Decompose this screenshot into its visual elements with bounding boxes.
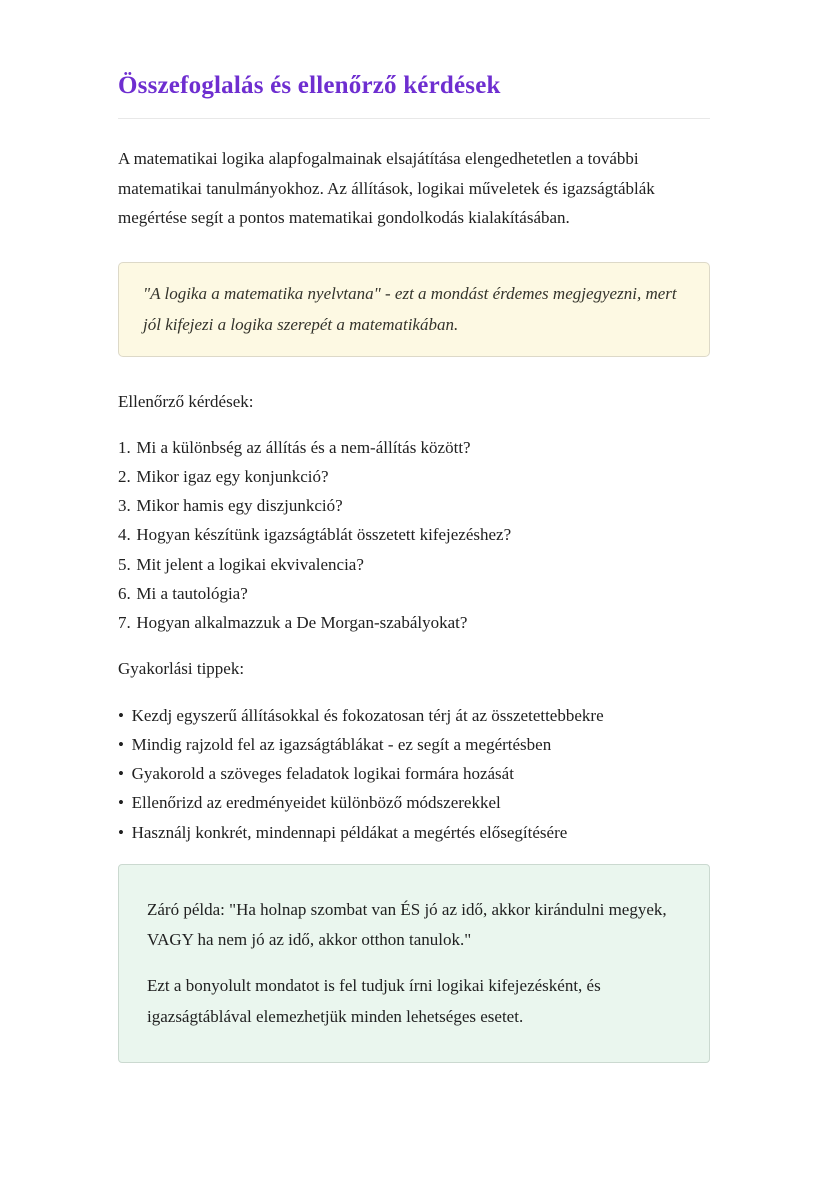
tip-text: Gyakorold a szöveges feladatok logikai formára hozását [131, 764, 514, 784]
tip-item [118, 788, 710, 817]
tip-text: Ellenőrizd az eredményeidet különböző módszerekkel [131, 793, 501, 813]
question-item [118, 520, 710, 549]
question-item [118, 608, 710, 637]
question-number: 1. [118, 437, 131, 457]
tip-text: Használj konkrét, mindennapi példákat a megértés elősegítésére [131, 822, 568, 842]
question-number: 2. [118, 466, 131, 486]
question-item [118, 550, 710, 579]
question-text: Mi a különbség az állítás és a nem-állítás között? [136, 437, 471, 457]
tip-item [118, 701, 710, 730]
question-text: Mi a tautológia? [136, 583, 248, 603]
tip-item [118, 818, 710, 847]
bullet-icon: • [118, 734, 124, 754]
questions-label: Ellenőrző kérdések: [118, 391, 254, 411]
question-text: Mikor igaz egy konjunkció? [136, 466, 329, 486]
example-box [118, 864, 710, 1063]
question-number: 4. [118, 525, 131, 545]
tips-label: Gyakorlási tippek: [118, 659, 245, 679]
question-text: Hogyan alkalmazzuk a De Morgan-szabályokat? [136, 613, 468, 633]
bullet-icon: • [118, 764, 124, 784]
tip-text: Mindig rajzold fel az igazságtáblákat - ez segít a megértésben [131, 734, 552, 754]
question-number: 5. [118, 554, 131, 574]
question-text: Mikor hamis egy diszjunkció? [136, 496, 343, 516]
tip-item [118, 730, 710, 759]
question-number: 6. [118, 583, 131, 603]
example-paragraph-1: Záró példa: "Ha holnap szombat van ÉS jó az idő, akkor kirándulni megyek, VAGY ha nem jó az idő, akkor otthon tanulok." [147, 899, 667, 950]
bullet-icon: • [118, 705, 124, 725]
tip-text: Kezdj egyszerű állításokkal és fokozatosan térj át az összetettebbekre [131, 705, 604, 725]
bullet-icon: • [118, 793, 124, 813]
question-item [118, 579, 710, 608]
questions-list [118, 433, 710, 638]
question-number: 7. [118, 613, 131, 633]
bullet-icon: • [118, 822, 124, 842]
question-text: Mit jelent a logikai ekvivalencia? [136, 554, 364, 574]
document-page [118, 0, 710, 1193]
quote-text: "A logika a matematika nyelvtana" - ezt a mondást érdemes megjegyezni, mert jól kifejezi a logika szerepét a matematikában. [143, 283, 677, 335]
quote-box [118, 262, 710, 357]
heading-divider [118, 118, 710, 119]
question-item [118, 433, 710, 462]
tip-item [118, 759, 710, 788]
intro-paragraph: A matematikai logika alapfogalmainak elsajátítása elengedhetetlen a további matematikai tanulmányokhoz. Az állítások, logikai műveletek és igazságtáblák megértése segít a pontos matematikai gondolkodás kialakításában. [118, 149, 655, 228]
tips-list [118, 701, 710, 847]
page-title: Összefoglalás és ellenőrző kérdések [118, 72, 501, 99]
example-paragraph-2: Ezt a bonyolult mondatot is fel tudjuk írni logikai kifejezésként, és igazságtáblával elemezhetjük minden lehetséges esetet. [147, 976, 601, 1026]
question-item [118, 462, 710, 491]
question-item [118, 491, 710, 520]
question-text: Hogyan készítünk igazságtáblát összetett kifejezéshez? [136, 525, 512, 545]
question-number: 3. [118, 496, 131, 516]
